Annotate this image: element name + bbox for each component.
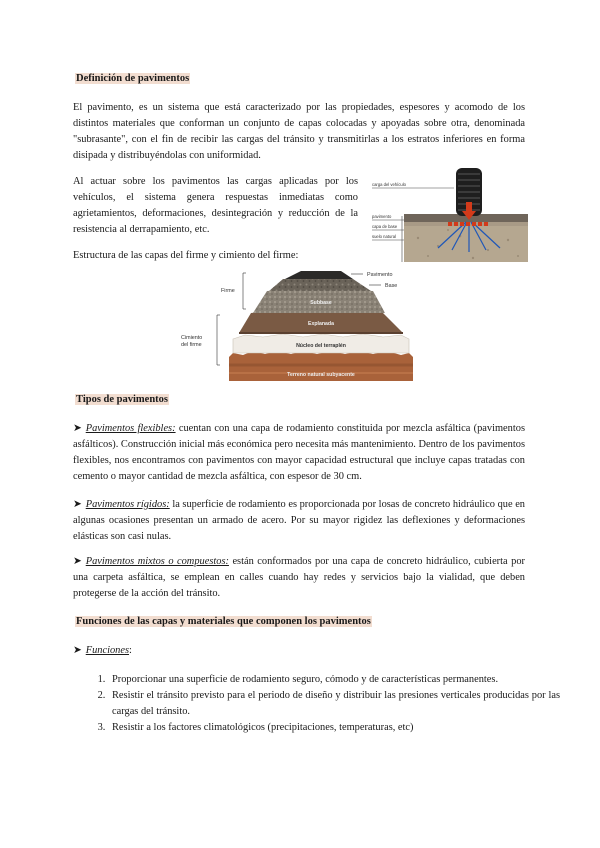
paragraph-estructura: Estructura de las capas del firme y cimiento del firme: <box>73 250 299 261</box>
heading-text: Definición de pavimentos <box>76 73 190 84</box>
list-item: 2. Resistir el tránsito previsto para el periodo de diseño y distribuir las presiones verticales producidas por las cargas del tránsito. <box>108 688 560 720</box>
tire-label-suelo: suelo natural <box>372 234 396 239</box>
list-item: 1. Proporcionar una superficie de rodamiento seguro, cómodo y de características permanentes. <box>108 672 560 688</box>
heading-definicion <box>73 72 192 86</box>
label-subbase: Subbase <box>310 300 332 306</box>
heading-text: Funciones de las capas y materiales que componen los pavimentos <box>76 616 371 627</box>
arrow-bullet-icon: ➤ <box>73 645 82 656</box>
paragraph-flexibles <box>73 421 525 485</box>
arrow-bullet-icon: ➤ <box>73 556 82 567</box>
colon: : <box>129 645 132 656</box>
term-flexibles: Pavimentos flexibles: <box>85 423 176 434</box>
label-firme: Firme <box>221 288 235 294</box>
term-mixtos: Pavimentos mixtos o compuestos: <box>85 556 229 567</box>
label-nucleo: Núcleo del terraplén <box>296 343 346 349</box>
term-rigidos: Pavimentos rígidos: <box>85 499 170 510</box>
heading-tipos <box>73 393 171 407</box>
paragraph-rigidos <box>73 497 525 545</box>
text-mixtos: están conformados por una capa de concreto hidráulico, cubierta por una carpeta asfáltica, se emplean en calles cuando hay redes y servicios bajo la vialidad, que deben protegerse de la acción del tránsito. <box>73 556 525 599</box>
text-flexibles: cuentan con una capa de rodamiento constituida por mezcla asfáltica (pavimentos asfálticos). Construcción inicial más económica pero necesita más mantenimiento. Dentro de los pavimentos flexibles, nos encontramos con pavimentos con mayor capacidad estructural que incluye capas tratadas con cemento o mayor cantidad de mezcla asfáltica, con espesor de 30 cm. <box>73 423 525 482</box>
pavement-layers-figure <box>173 265 433 383</box>
paragraph-mixtos <box>73 554 525 602</box>
arrow-bullet-icon: ➤ <box>73 423 82 434</box>
label-terreno: Terreno natural subyacente <box>287 372 355 378</box>
text-rigidos: la superficie de rodamiento es proporcionada por losas de concreto hidráulico que en algunas ocasiones presentan un armado de acero. Por su mayor rigidez las deflexiones y deformaciones elásticas son casi nulas. <box>73 499 526 542</box>
heading-funciones <box>73 615 374 629</box>
label-base: Base <box>385 283 398 289</box>
label-cimiento: Cimiento del firme <box>181 335 203 348</box>
term-funciones: Funciones <box>85 645 130 656</box>
funciones-list <box>73 672 560 736</box>
arrow-bullet-icon: ➤ <box>73 499 82 510</box>
paragraph-funciones-sub <box>73 643 525 659</box>
tire-label-pavimento: pavimento <box>372 214 392 219</box>
tire-label-carga: carga del vehículo <box>372 182 406 187</box>
paragraph-respuestas: Al actuar sobre los pavimentos las cargas aplicadas por los vehículos, el sistema genera respuestas inmediatas como agrietamientos, deformaciones, desintegración y reducción de la resistencia al derrapamiento, etc. <box>73 176 358 235</box>
paragraph-definicion: El pavimento, es un sistema que está caracterizado por las propiedades, espesores y acomodo de los distintos materiales que conforman un conjunto de capas colocadas y apoyadas sobre otra, denominada "subrasante", con el fin de recibir las cargas del tránsito y transmitirlas a los estratos inferiores en forma disipada y distribuyéndolas con uniformidad. <box>73 102 525 161</box>
label-explanada: Explanada <box>308 321 334 327</box>
label-pavimento: Pavimento <box>367 272 393 278</box>
heading-text: Tipos de pavimentos <box>76 394 168 405</box>
list-item: 3. Resistir a los factores climatológicos (precipitaciones, temperaturas, etc) <box>108 720 560 736</box>
tire-label-base: capa de base <box>372 224 398 229</box>
